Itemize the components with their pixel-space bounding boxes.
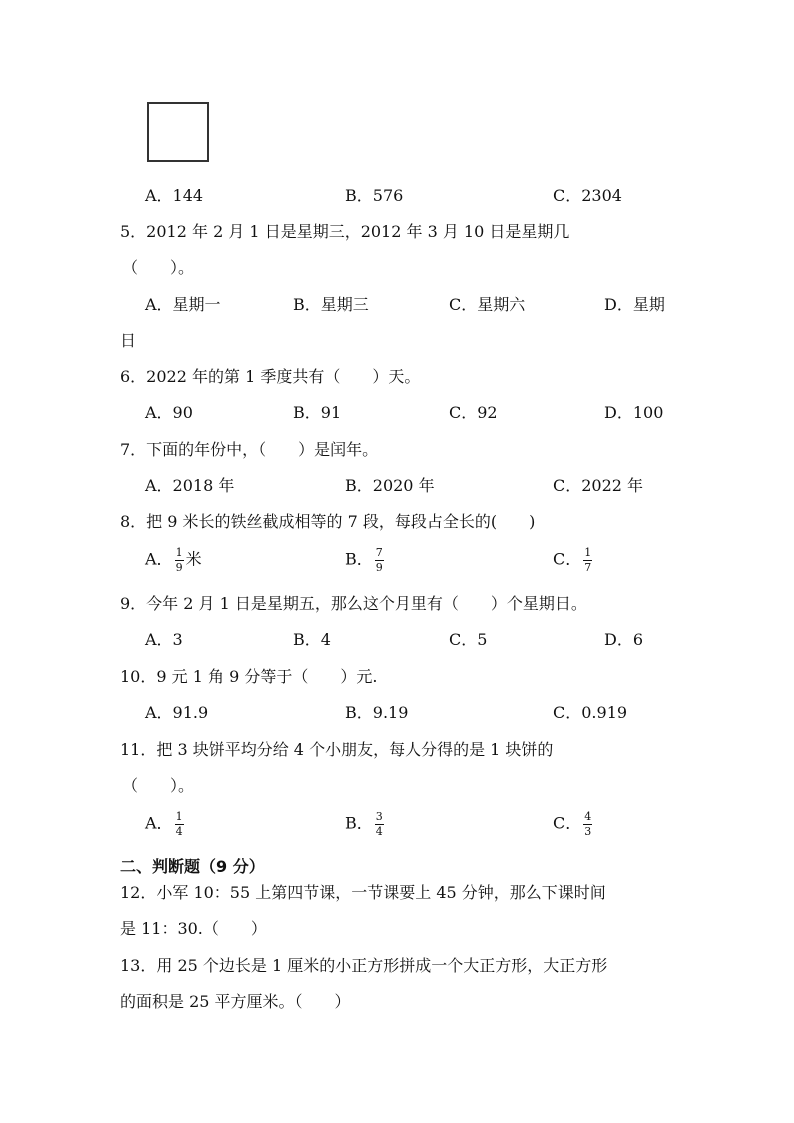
q11-option-b-fraction <box>375 811 384 837</box>
q10-stem: 10．9 元 1 角 9 分等于（ ）元. <box>120 667 378 686</box>
q11-option-c-label: C． <box>553 813 582 833</box>
q5-option-b: B．星期三 <box>293 295 369 314</box>
q6-option-b: B．91 <box>293 403 342 422</box>
q8-option-c-label: C． <box>553 549 582 569</box>
q8-option-a-unit: 米 <box>185 549 202 569</box>
q13-line1: 13．用 25 个边长是 1 厘米的小正方形拼成一个大正方形，大正方形 <box>120 956 608 975</box>
square-figure <box>147 102 209 162</box>
q6-option-d: D．100 <box>604 403 664 422</box>
q9-option-b: B．4 <box>293 630 331 649</box>
q11-option-a-label: A． <box>145 813 173 833</box>
q8-option-a <box>145 547 202 573</box>
fraction-denominator: 9 <box>175 560 183 574</box>
section-title-judgment: 二、判断题（9 分） <box>120 857 265 876</box>
fraction-denominator: 4 <box>375 824 383 838</box>
q5-option-c: C．星期六 <box>449 295 526 314</box>
fraction-numerator: 3 <box>375 810 383 823</box>
q5-option-d: D．星期 <box>604 295 665 314</box>
q8-option-c <box>553 547 594 573</box>
fraction-denominator: 3 <box>584 824 592 838</box>
q8-option-c-fraction <box>583 547 592 573</box>
q8-option-a-fraction <box>175 547 184 573</box>
q12-line2: 是 11：30.（ ） <box>120 919 267 938</box>
q11-option-a <box>145 811 186 837</box>
fraction-denominator: 7 <box>584 560 592 574</box>
q10-option-b: B．9.19 <box>345 703 409 722</box>
q5-option-d-continued: 日 <box>120 331 137 350</box>
q13-line2: 的面积是 25 平方厘米。（ ） <box>120 992 351 1011</box>
q4-option-c: C．2304 <box>553 186 622 205</box>
q8-option-b-label: B． <box>345 549 373 569</box>
fraction-denominator: 9 <box>375 560 383 574</box>
q4-option-a: A．144 <box>145 186 204 205</box>
fraction-numerator: 1 <box>175 810 183 823</box>
q11-option-b <box>345 811 386 837</box>
q11-stem-blank: （ ）。 <box>122 776 195 795</box>
q5-stem: 5．2012 年 2 月 1 日是星期三，2012 年 3 月 10 日是星期几 <box>120 222 570 241</box>
q5-option-a: A．星期一 <box>145 295 221 314</box>
q7-option-b: B．2020 年 <box>345 476 435 495</box>
q11-option-c <box>553 811 594 837</box>
q7-option-a: A．2018 年 <box>145 476 235 495</box>
q11-option-a-fraction <box>175 811 184 837</box>
q10-option-a: A．91.9 <box>145 703 209 722</box>
q11-option-c-fraction <box>583 811 592 837</box>
q5-stem-blank: （ ）。 <box>122 258 195 277</box>
q11-option-b-label: B． <box>345 813 373 833</box>
q8-option-a-label: A． <box>145 549 173 569</box>
q8-option-b <box>345 547 386 573</box>
fraction-numerator: 7 <box>375 546 383 559</box>
q6-option-c: C．92 <box>449 403 498 422</box>
q11-stem: 11．把 3 块饼平均分给 4 个小朋友，每人分得的是 1 块饼的 <box>120 740 554 759</box>
q12-line1: 12．小军 10：55 上第四节课，一节课要上 45 分钟，那么下课时间 <box>120 883 606 902</box>
q9-option-c: C．5 <box>449 630 488 649</box>
q8-stem: 8．把 9 米长的铁丝截成相等的 7 段，每段占全长的( ) <box>120 512 536 531</box>
q9-stem: 9．今年 2 月 1 日是星期五，那么这个月里有（ ）个星期日。 <box>120 594 587 613</box>
fraction-numerator: 1 <box>175 546 183 559</box>
fraction-numerator: 4 <box>584 810 592 823</box>
q6-option-a: A．90 <box>145 403 193 422</box>
q4-option-b: B．576 <box>345 186 404 205</box>
q7-stem: 7．下面的年份中，（ ）是闰年。 <box>120 440 379 459</box>
q10-option-c: C．0.919 <box>553 703 628 722</box>
q9-option-d: D．6 <box>604 630 644 649</box>
q6-stem: 6．2022 年的第 1 季度共有（ ）天。 <box>120 367 421 386</box>
q8-option-b-fraction <box>375 547 384 573</box>
fraction-denominator: 4 <box>175 824 183 838</box>
q9-option-a: A．3 <box>145 630 183 649</box>
q7-option-c: C．2022 年 <box>553 476 644 495</box>
fraction-numerator: 1 <box>584 546 592 559</box>
